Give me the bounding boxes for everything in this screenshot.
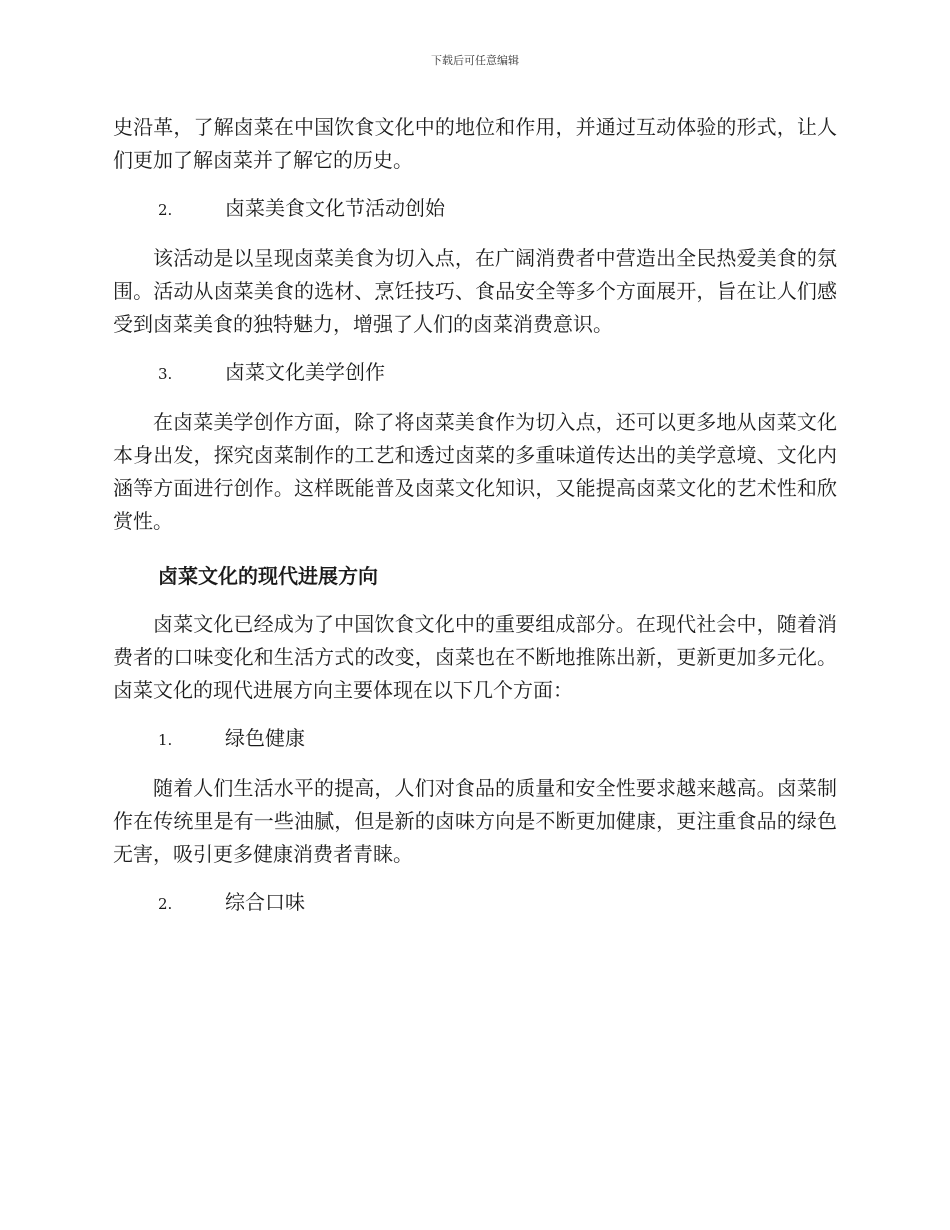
spacer [113,177,837,192]
list-number: 1. [158,731,173,749]
section-heading: 卤菜文化的现代进展方向 [158,564,378,588]
spacer [113,757,837,772]
paragraph: 在卤菜美学创作方面，除了将卤菜美食作为切入点，还可以更多地从卤菜文化本身出发，探究卤菜制作的工艺和透过卤菜的多重味道传达出的美学意境、文化内涵等方面进行创作。这样既能普及卤菜文化知识，又能提高卤菜文化的艺术性和欣赏性。 [113,410,837,533]
list-title: 卤菜美食文化节活动创始 [225,196,445,220]
list-item-2 [113,192,837,227]
spacer [113,593,837,608]
list-number: 2. [158,895,173,913]
list-item-sub-1 [113,722,837,757]
spacer [113,871,837,886]
list-title: 卤菜文化美学创作 [225,360,385,384]
paragraph: 随着人们生活水平的提高，人们对食品的质量和安全性要求越来越高。卤菜制作在传统里是有一些油腻，但是新的卤味方向是不断更加健康，更注重食品的绿色无害，吸引更多健康消费者青睐。 [113,776,837,866]
paragraph: 该活动是以呈现卤菜美食为切入点，在广阔消费者中营造出全民热爱美食的氛围。活动从卤菜美食的选材、烹饪技巧、食品安全等多个方面展开，旨在让人们感受到卤菜美食的独特魅力，增强了人们的卤菜消费意识。 [113,246,837,336]
list-item-3 [113,356,837,391]
paragraph-continued: 史沿革，了解卤菜在中国饮食文化中的地位和作用，并通过互动体验的形式，让人们更加了解卤菜并了解它的历史。 [113,115,837,172]
list-title: 绿色健康 [225,726,305,750]
spacer [113,707,837,722]
spacer [113,341,837,356]
page-content [113,111,837,921]
list-number: 3. [158,365,173,383]
paragraph: 卤菜文化已经成为了中国饮食文化中的重要组成部分。在现代社会中，随着消费者的口味变化和生活方式的改变，卤菜也在不断地推陈出新，更新更加多元化。卤菜文化的现代进展方向主要体现在以下几个方面： [113,612,837,702]
list-item-sub-2 [113,886,837,921]
running-header: 下载后可任意编辑 [431,54,519,67]
list-number: 2. [158,201,173,219]
spacer [113,538,837,560]
list-title: 综合口味 [225,890,305,914]
spacer [113,391,837,406]
spacer [113,227,837,242]
